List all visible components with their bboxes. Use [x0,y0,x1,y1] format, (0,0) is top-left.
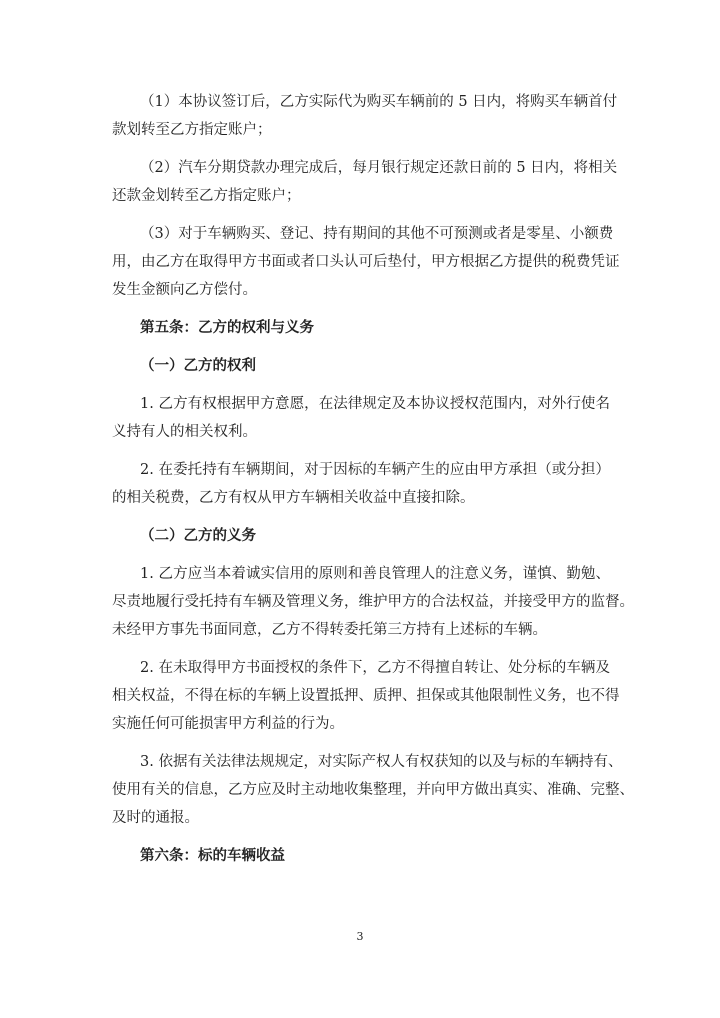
paragraph [112,748,634,832]
paragraph [112,654,620,738]
text-line: 实施任何可能损害甲方利益的行为。 [112,716,344,732]
text-line: 发生金额向乙方偿付。 [112,282,257,298]
text-line: （二）乙方的义务 [140,527,256,544]
text-line: 款划转至乙方指定账户； [112,122,272,138]
paragraph [112,88,618,144]
text-line: （一）乙方的权利 [140,357,256,374]
section-heading [112,314,610,342]
text-line: 第六条：标的车辆收益 [140,847,285,864]
text-line: 用，由乙方在取得甲方书面或者口头认可后垫付，甲方根据乙方提供的税费凭证 [112,254,620,270]
subsection-heading [112,522,610,550]
text-line: 还款金划转至乙方指定账户； [112,188,301,204]
text-line: 1. 乙方应当本着诚实信用的原则和善良管理人的注意义务，谨慎、勤勉、 [140,566,610,582]
text-line: 2. 在未取得甲方书面授权的条件下，乙方不得擅自转让、处分标的车辆及 [140,660,610,676]
paragraph [112,390,610,446]
text-line: 义持有人的相关权利。 [112,424,257,440]
text-line: 1. 乙方有权根据甲方意愿，在法律规定及本协议授权范围内，对外行使名 [140,396,610,412]
paragraph [112,220,620,304]
text-line: 2. 在委托持有车辆期间，对于因标的车辆产生的应由甲方承担（或分担） [140,462,610,478]
text-line: 3. 依据有关法律法规规定，对实际产权人有权获知的以及与标的车辆持有、 [140,754,623,770]
text-line: 相关权益，不得在标的车辆上设置抵押、质押、担保或其他限制性义务，也不得 [112,688,620,704]
document-page [112,88,634,880]
text-line: 使用有关的信息，乙方应及时主动地收集整理，并向甲方做出真实、准确、完整、 [112,782,634,798]
text-line: 未经甲方事先书面同意，乙方不得转委托第三方持有上述标的车辆。 [112,622,547,638]
paragraph [112,560,634,644]
section-heading [112,842,610,870]
text-line: （2）汽车分期贷款办理完成后，每月银行规定还款日前的 5 日内，将相关 [140,160,618,176]
text-line: 尽责地履行受托持有车辆及管理义务，维护甲方的合法权益，并接受甲方的监督。 [112,594,634,610]
text-line: （3）对于车辆购买、登记、持有期间的其他不可预测或者是零星、小额费 [140,226,614,242]
text-line: （1）本协议签订后，乙方实际代为购买车辆前的 5 日内，将购买车辆首付 [140,94,618,110]
paragraph [112,154,618,210]
text-line: 第五条：乙方的权利与义务 [140,319,314,336]
paragraph [112,456,610,512]
page-number: 3 [356,930,364,943]
text-line: 及时的通报。 [112,810,199,826]
subsection-heading [112,352,610,380]
text-line: 的相关税费，乙方有权从甲方车辆相关收益中直接扣除。 [112,490,475,506]
